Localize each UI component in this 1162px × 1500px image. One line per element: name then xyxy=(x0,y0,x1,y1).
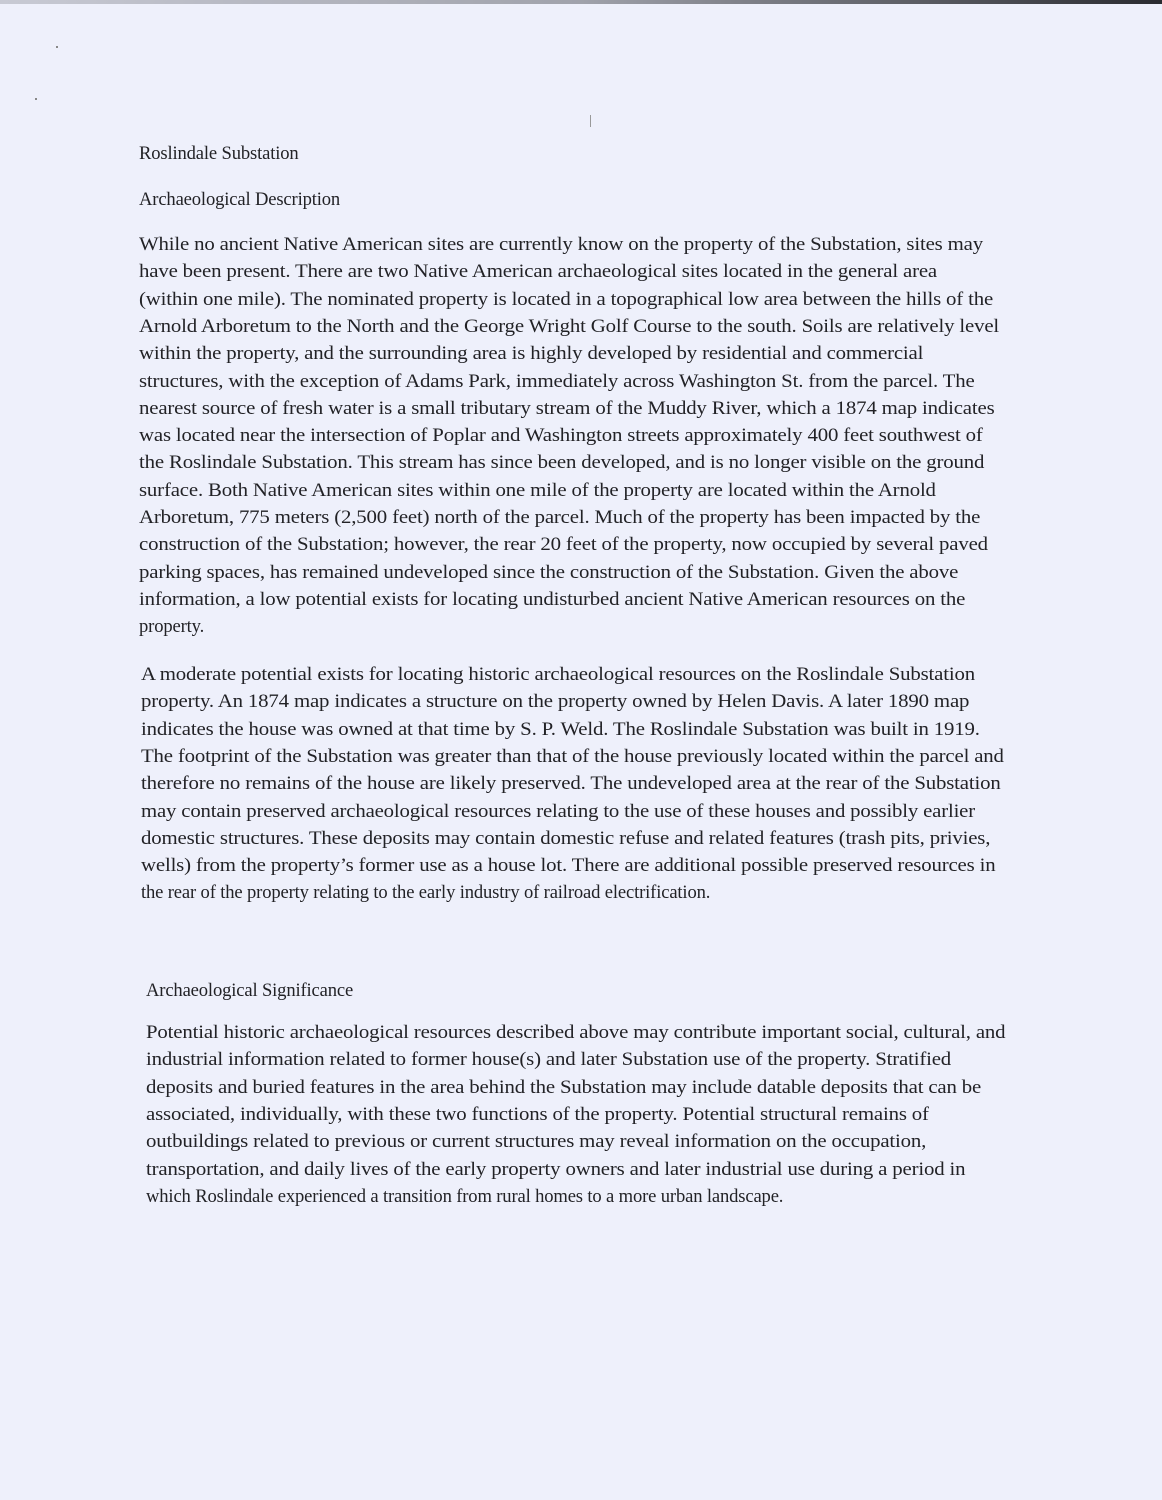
text-line: which Roslindale experienced a transition from rural homes to a more urban landscape. xyxy=(146,1185,784,1207)
text-line: transportation, and daily lives of the early property owners and later industrial use during a period in xyxy=(146,1158,966,1180)
text-line: may contain preserved archaeological resources relating to the use of these houses and possibly earlier xyxy=(141,800,975,822)
text-line: The footprint of the Substation was greater than that of the house previously located within the parcel and xyxy=(141,745,1004,767)
text-line: information, a low potential exists for locating undisturbed ancient Native American resources on the xyxy=(139,588,966,610)
text-line: associated, individually, with these two functions of the property. Potential structural remains of xyxy=(146,1103,929,1125)
text-line: Arnold Arboretum to the North and the George Wright Golf Course to the south. Soils are relatively level xyxy=(139,315,1000,337)
text-line: the rear of the property relating to the early industry of railroad electrification. xyxy=(141,882,711,904)
section-heading-significance: Archaeological Significance xyxy=(146,980,354,1001)
text-line: (within one mile). The nominated property is located in a topographical low area between the hills of the xyxy=(139,288,994,310)
text-line: outbuildings related to previous or current structures may reveal information on the occupation, xyxy=(146,1131,927,1153)
text-line: was located near the intersection of Poplar and Washington streets approximately 400 feet southwest of xyxy=(139,425,983,447)
text-line: deposits and buried features in the area behind the Substation may include datable deposits that can be xyxy=(146,1076,982,1098)
text-line: indicates the house was owned at that time by S. P. Weld. The Roslindale Substation was built in 1919. xyxy=(141,718,980,740)
text-line: construction of the Substation; however, the rear 20 feet of the property, now occupied by several paved xyxy=(139,534,988,556)
scan-speck xyxy=(35,98,37,100)
text-line: A moderate potential exists for locating historic archaeological resources on the Roslindale Substation xyxy=(141,664,975,685)
text-line: within the property, and the surrounding area is highly developed by residential and commercial xyxy=(139,343,924,365)
scan-mark xyxy=(590,115,591,127)
text-line: surface. Both Native American sites within one mile of the property are located within the Arnold xyxy=(139,479,936,501)
text-line: domestic structures. These deposits may contain domestic refuse and related features (trash pits, privies, xyxy=(141,827,991,849)
document-title: Roslindale Substation xyxy=(139,143,299,164)
text-line: Potential historic archaeological resources described above may contribute important social, cultural, and xyxy=(146,1022,1006,1043)
text-line: therefore no remains of the house are likely preserved. The undeveloped area at the rear of the Substation xyxy=(141,773,1001,795)
text-line: While no ancient Native American sites are currently know on the property of the Substation, sites may xyxy=(139,234,983,255)
text-line: the Roslindale Substation. This stream has since been developed, and is no longer visible on the ground xyxy=(139,452,985,474)
scan-edge xyxy=(0,0,1162,4)
text-line: structures, with the exception of Adams Park, immediately across Washington St. from the parcel. The xyxy=(139,370,975,392)
text-line: property. An 1874 map indicates a structure on the property owned by Helen Davis. A later 1890 map xyxy=(141,691,970,713)
text-line: have been present. There are two Native American archaeological sites located in the general area xyxy=(139,261,937,283)
section-heading-description: Archaeological Description xyxy=(139,189,341,210)
text-line: nearest source of fresh water is a small tributary stream of the Muddy River, which a 1874 map indicates xyxy=(139,397,995,419)
text-line: property. xyxy=(139,616,205,638)
text-line: wells) from the property’s former use as a house lot. There are additional possible preserved resources in xyxy=(141,855,996,877)
text-line: Arboretum, 775 meters (2,500 feet) north of the parcel. Much of the property has been impacted by the xyxy=(139,507,981,528)
scan-speck xyxy=(56,46,58,48)
text-line: parking spaces, has remained undeveloped since the construction of the Substation. Given the above xyxy=(139,561,959,583)
text-line: industrial information related to former house(s) and later Substation use of the property. Stratified xyxy=(146,1049,952,1071)
